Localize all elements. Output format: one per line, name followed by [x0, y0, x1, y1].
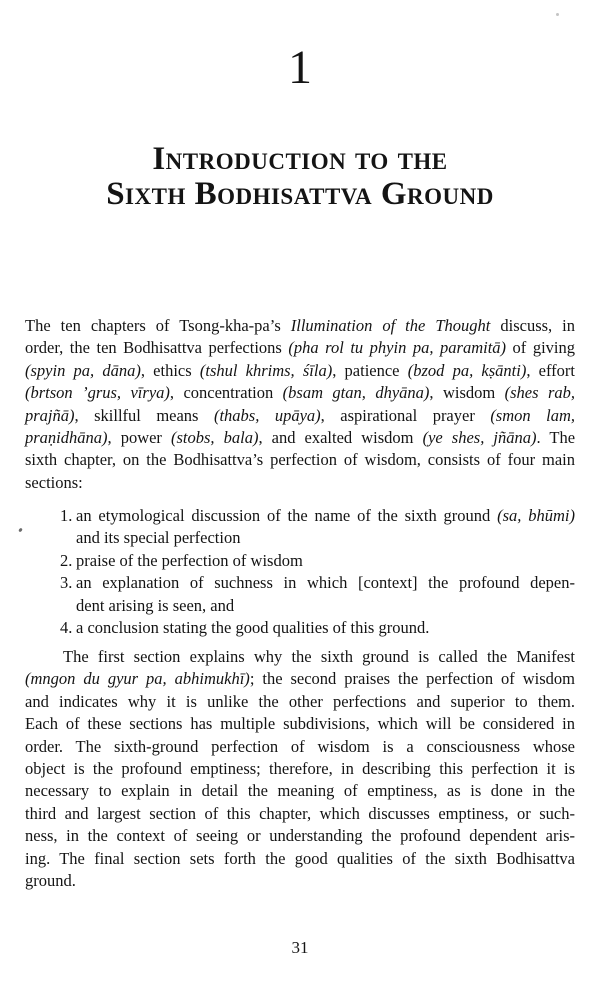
roman-text: The ten chapters of Tsong-kha-pa’s [25, 316, 291, 335]
list-item-number: 3. [60, 573, 73, 593]
text-line [25, 825, 575, 847]
list-item-number: 1. [60, 506, 73, 525]
roman-text: object is the profound emptiness; therefore, in describing this perfection it is [25, 759, 575, 779]
italic-text: praṇidhāna) [25, 428, 108, 448]
text-line [25, 780, 575, 802]
text-line [25, 691, 575, 713]
roman-text: order, the ten Bodhisattva perfections [25, 338, 289, 358]
roman-text: , patience [332, 360, 408, 380]
text-line [25, 646, 575, 668]
roman-text: , skillful means [74, 405, 214, 425]
scan-speck [18, 528, 23, 533]
roman-text: sections: [25, 472, 83, 492]
paragraph-1 [25, 315, 575, 494]
roman-text: discuss, in [490, 316, 575, 335]
roman-text: , ethics [140, 360, 200, 380]
list-item-number: 2. [60, 550, 73, 570]
text-line [25, 572, 575, 594]
roman-text: dent arising is seen, and [76, 595, 235, 615]
text-line [25, 505, 575, 527]
chapter-title-line-1: Introduction to the [152, 141, 448, 177]
list-item [25, 550, 575, 572]
italic-text: Illumination of the Thought [290, 316, 491, 335]
text-line [25, 337, 575, 359]
italic-text: (pha rol tu phyin pa, paramitā) [288, 338, 507, 358]
italic-text: (ye shes, jñāna) [422, 428, 537, 448]
roman-text: and indicates why it is unlike the other perfections and superior to them. [25, 691, 575, 711]
list-item [25, 617, 575, 639]
section-list [25, 505, 575, 639]
italic-text: (smon lam, [490, 405, 575, 425]
chapter-title [0, 142, 600, 212]
text-line [25, 405, 575, 427]
roman-text: praise of the perfection of wisdom [76, 550, 303, 570]
roman-text: Each of these sections has multiple subdivisions, which will be considered in [25, 714, 575, 734]
text-line [25, 758, 575, 780]
roman-text: , and exalted wisdom [258, 428, 423, 448]
roman-text: third and largest section of this chapter, which discusses emptiness, or such- [25, 803, 575, 823]
roman-text: , power [107, 428, 171, 448]
text-line [25, 617, 575, 639]
list-item [25, 505, 575, 550]
text-line [25, 736, 575, 758]
italic-text: (stobs, bala) [171, 428, 259, 448]
text-line [25, 382, 575, 404]
text-line [25, 803, 575, 825]
chapter-title-line-2: Sixth Bodhisattva Ground [106, 176, 494, 212]
text-line [25, 360, 575, 382]
text-line [25, 527, 575, 549]
chapter-number: 1 [288, 41, 312, 94]
text-line [25, 668, 575, 690]
list-item-number: 4. [60, 618, 73, 638]
text-line [25, 315, 575, 337]
roman-text: of giving [506, 338, 576, 358]
list-item [25, 572, 575, 617]
italic-text: (bsam gtan, dhyāna) [282, 383, 430, 403]
roman-text: ing. The final section sets forth the good qualities of the sixth Bodhisattva [25, 848, 575, 868]
italic-text: (tshul khrims, śīla) [199, 360, 333, 380]
roman-text: sixth chapter, on the Bodhisattva’s perfection of wisdom, consists of four main [25, 450, 575, 470]
italic-text: (bzod pa, kṣānti) [407, 360, 527, 380]
text-line [25, 427, 575, 449]
roman-text: , effort [526, 360, 575, 380]
roman-text: an explanation of suchness in which [context] the profound depen- [76, 573, 575, 593]
text-line [25, 713, 575, 735]
italic-text: (mngon du gyur pa, abhimukhī) [25, 669, 250, 689]
italic-text: (thabs, upāya) [213, 405, 321, 425]
roman-text: necessary to explain in detail the meaning of emptiness, as is done in the [25, 781, 575, 801]
text-line [25, 870, 575, 892]
roman-text: , wisdom [429, 383, 505, 403]
roman-text: and its special perfection [76, 528, 241, 548]
roman-text: ness, in the context of seeing or understanding the profound dependent aris- [25, 826, 575, 846]
italic-text: (spyin pa, dāna) [25, 360, 141, 380]
text-line [25, 472, 575, 494]
text-line [25, 595, 575, 617]
text-line [25, 550, 575, 572]
italic-text: (sa, bhūmi) [497, 506, 575, 525]
italic-text: prajñā) [25, 405, 75, 425]
italic-text: (brtson ’grus, vīrya) [25, 383, 170, 403]
roman-text: . The [536, 428, 576, 448]
roman-text: The first section explains why the sixth ground is called the Manifest [63, 647, 575, 666]
paragraph-2 [25, 646, 575, 892]
roman-text: ground. [25, 871, 76, 891]
italic-text: (shes rab, [504, 383, 576, 403]
page-number: 31 [291, 938, 309, 957]
scan-speck [556, 13, 559, 16]
roman-text: order. The sixth-ground perfection of wisdom is a consciousness whose [25, 736, 575, 756]
roman-text: , aspirational prayer [320, 405, 491, 425]
roman-text: ; the second praises the perfection of wisdom [249, 669, 575, 689]
text-line [25, 848, 575, 870]
roman-text: , concentration [169, 383, 283, 403]
roman-text: a conclusion stating the good qualities of this ground. [76, 618, 430, 638]
roman-text: an etymological discussion of the name of the sixth ground [76, 506, 498, 525]
text-line [25, 449, 575, 471]
